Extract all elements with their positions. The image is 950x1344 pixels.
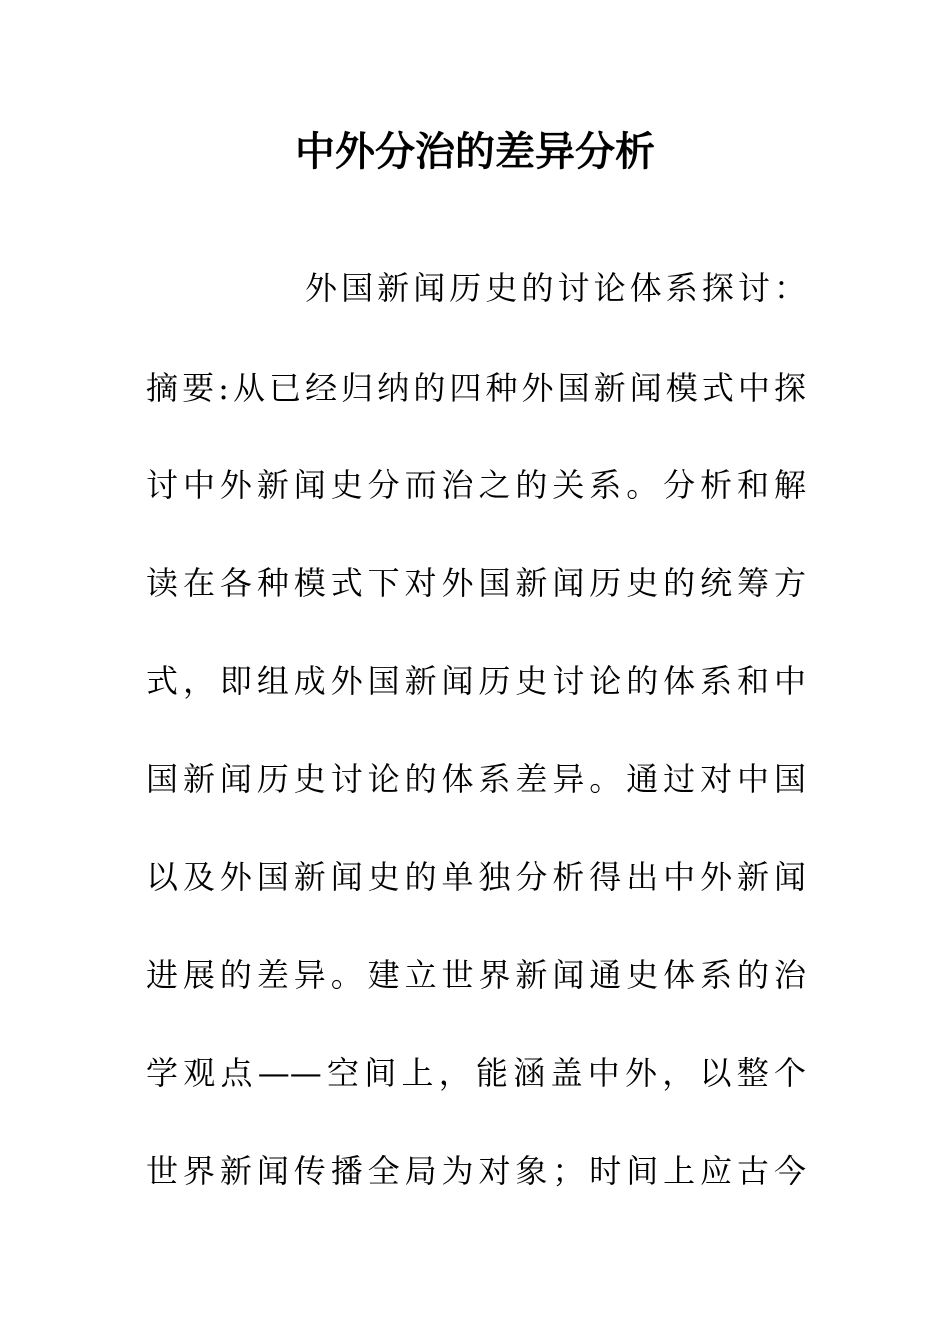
body-line: 式，即组成外国新闻历史讨论的体系和中 [146,662,806,700]
body-line: 以及外国新闻史的单独分析得出中外新闻 [146,858,806,896]
body-line: 讨中外新闻史分而治之的关系。分析和解 [146,466,806,504]
body-line: 进展的差异。建立世界新闻通史体系的治 [146,956,806,994]
body-line: 国新闻历史讨论的体系差异。通过对中国 [146,760,806,798]
body-line: 世界新闻传播全局为对象；时间上应古今 [146,1152,806,1190]
body-line: 摘要:从已经归纳的四种外国新闻模式中探 [146,369,806,407]
body-line: 学观点——空间上，能涵盖中外，以整个 [146,1054,806,1092]
document-title: 中外分治的差异分析 [295,128,655,175]
section-heading: 外国新闻历史的讨论体系探讨： [305,269,806,307]
body-line: 读在各种模式下对外国新闻历史的统筹方 [146,564,806,602]
